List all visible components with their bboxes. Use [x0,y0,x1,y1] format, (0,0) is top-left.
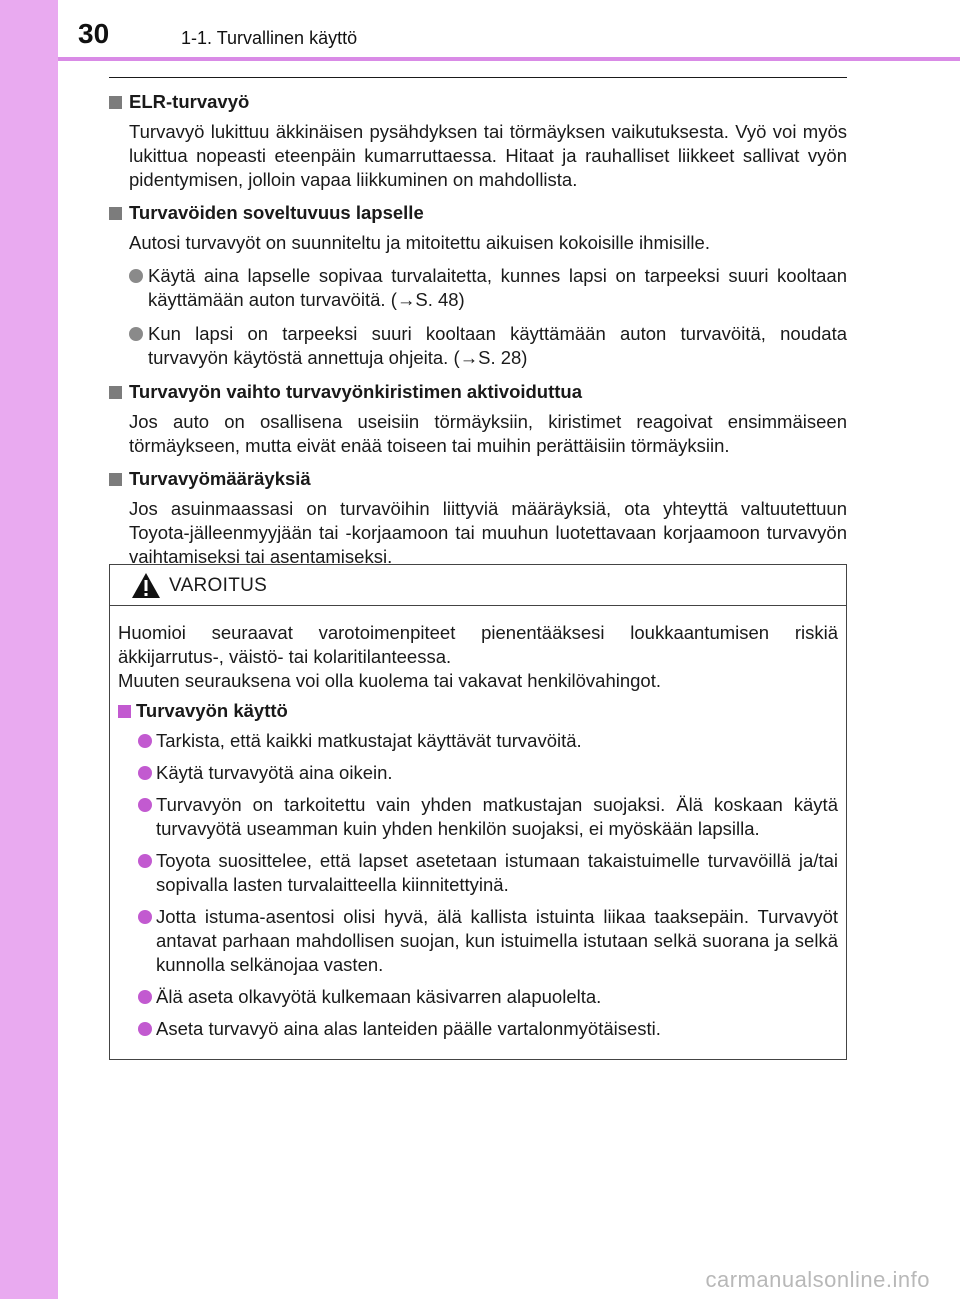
round-bullet-icon [129,327,143,341]
list-item [129,322,847,370]
list-item-text: Käytä aina lapselle sopivaa turvalaitetta, kunnes lapsi on tarpeeksi suuri kooltaan käyttämään auton turvavöitä. (→S. 48) [148,265,847,310]
section-heading-text: Turvavyömääräyksiä [129,468,311,489]
section-heading-text: Turvavyön vaihto turvavyönkiristimen aktivoiduttua [129,381,583,402]
page-number: 30 [78,18,110,49]
watermark: carmanualsonline.info [705,1267,930,1292]
warning-list-text: Toyota suosittelee, että lapset asetetaan istumaan takaistuimelle turvavöillä ja/tai sopivalla lasten turvalaitteella kiinnitettyinä. [156,850,838,895]
warning-list-item [138,985,838,1009]
round-bullet-icon [138,734,152,748]
section-heading [109,201,847,225]
warning-box [109,564,847,1060]
list-item-text: Kun lapsi on tarpeeksi suuri kooltaan käyttämään auton turvavöitä, noudata turvavyön käytöstä annettuja ohjeita. (→S. 28) [148,323,847,368]
warning-subheading-text: Turvavyön käyttö [136,700,288,721]
warning-list-item [138,849,838,897]
section-paragraph: Jos auto on osallisena useisiin törmäyksiin, kiristimet reagoivat ensimmäiseen törmäykseen, mutta eivät enää toiseen tai muihin perättäisiin törmäyksiin. [129,411,847,456]
warning-intro-line: Huomioi seuraavat varotoimenpiteet pienentääksesi loukkaantumisen riskiä äkkijarrutus-, väistö- tai kolaritilanteessa. [118,622,838,667]
warning-list-text: Tarkista, että kaikki matkustajat käyttävät turvavöitä. [156,730,582,751]
round-bullet-icon [138,798,152,812]
section-heading [109,380,847,404]
warning-list-item [138,761,838,785]
warning-subheading [118,699,838,723]
warning-list-text: Turvavyön on tarkoitettu vain yhden matkustajan suojaksi. Älä koskaan käytä turvavyötä useamman kuin yhden henkilön suojaksi, ei myöskään lapsilla. [156,794,838,839]
section-heading [109,90,847,114]
warning-list-item [138,905,838,977]
round-bullet-icon [138,854,152,868]
round-bullet-icon [138,990,152,1004]
section-paragraph: Turvavyö lukittuu äkkinäisen pysähdyksen tai törmäyksen vaikutuksesta. Vyö voi myös lukittua nopeasti eteenpäin kumarruttaessa. Hitaat ja rauhalliset liikkeet sallivat vyön pidentymisen, jolloin vapaa liikkuminen on mahdollista. [129,121,847,190]
section-heading-text: ELR-turvavyö [129,91,250,112]
warning-list-item [138,1017,838,1041]
square-bullet-icon [109,207,122,220]
round-bullet-icon [138,1022,152,1036]
square-bullet-icon [109,96,122,109]
section-paragraph: Autosi turvavyöt on suunniteltu ja mitoitettu aikuisen kokoisille ihmisille. [129,232,710,253]
square-bullet-icon [118,705,131,718]
warning-intro-line: Muuten seurauksena voi olla kuolema tai vakavat henkilövahingot. [118,670,661,691]
warning-list-text: Käytä turvavyötä aina oikein. [156,762,393,783]
section-heading-text: Turvavöiden soveltuvuus lapselle [129,202,424,223]
warning-list-item [138,793,838,841]
warning-body [118,621,838,1049]
header-underline [58,57,960,61]
square-bullet-icon [109,386,122,399]
warning-header [110,565,846,606]
main-content [109,90,847,578]
warning-list-item [138,729,838,753]
list-item [129,264,847,312]
section-title: 1-1. Turvallinen käyttö [181,28,358,48]
warning-list-text: Jotta istuma-asentosi olisi hyvä, älä kallista istuinta liikaa taaksepäin. Turvavyöt antavat parhaan mahdollisen suojan, kun istuimella istutaan selkä suorana ja selkä kunnolla selkänojaa vasten. [156,906,838,975]
round-bullet-icon [129,269,143,283]
section-paragraph: Jos asuinmaassasi on turvavöihin liittyviä määräyksiä, ota yhteyttä valtuutettuun Toyota-jälleenmyyjään tai -korjaamoon tai muuhun luotettavaan korjaamoon turvavyön vaihtamiseksi tai asentamiseksi. [129,498,847,567]
round-bullet-icon [138,910,152,924]
round-bullet-icon [138,766,152,780]
warning-label: VAROITUS [169,575,268,596]
warning-triangle-icon [131,572,161,599]
warning-list-text: Älä aseta olkavyötä kulkemaan käsivarren alapuolelta. [156,986,602,1007]
section-heading [109,467,847,491]
left-margin-band [0,0,58,1299]
warning-intro [118,621,838,693]
square-bullet-icon [109,473,122,486]
top-rule [109,77,847,78]
warning-list-text: Aseta turvavyö aina alas lanteiden päälle vartalonmyötäisesti. [156,1018,661,1039]
